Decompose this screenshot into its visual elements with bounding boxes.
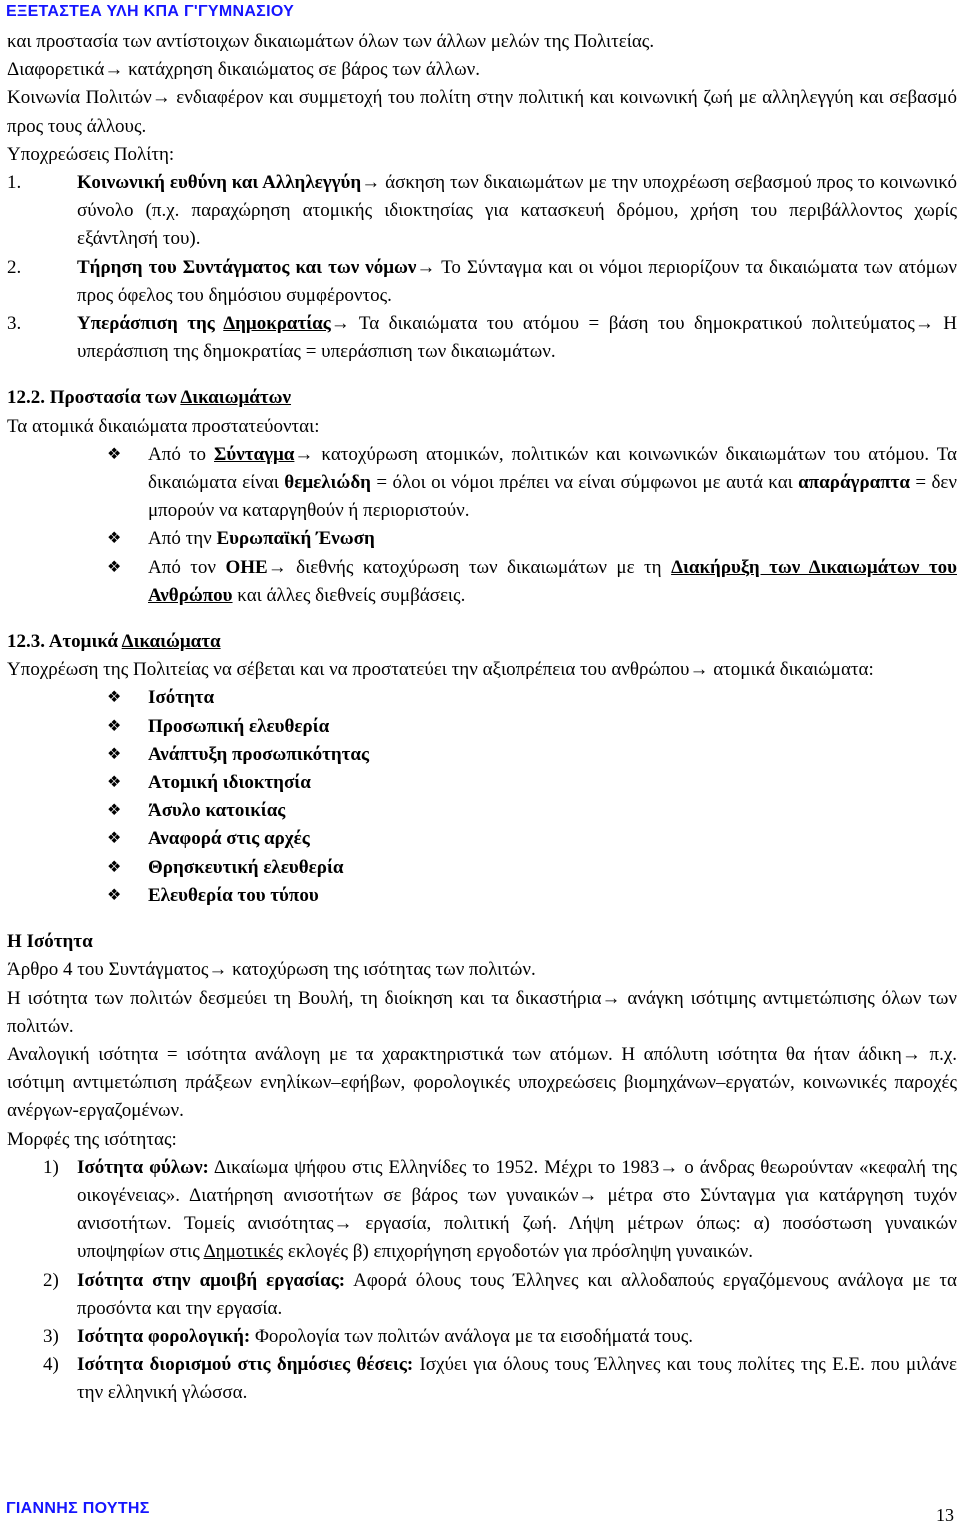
- section-lead: Υποχρέωση της Πολιτείας να σέβεται και να προστατεύει την αξιοπρέπεια του ανθρώπου→ ατομικά δικαιώματα:: [7, 659, 874, 681]
- rights-item-label: Θρησκευτική ελευθερία: [148, 856, 344, 878]
- rights-item-label: Αναφορά στις αρχές: [148, 828, 310, 850]
- bullet-icon: ❖: [107, 802, 122, 820]
- rights-list-item: [7, 713, 957, 741]
- obligation-text: άσκηση των δικαιωμάτων με την υποχρέωση σεβασμού προς το κοινωνικό σύνολο (π.χ. παραχώρηση ατομικής ιδιοκτησίας για κατασκευή δρόμου, χρήση του περιβάλλοντος χωρίς εξάντλησή του).: [77, 172, 958, 250]
- rights-item-label: Ανάπτυξη προσωπικότητας: [148, 743, 370, 765]
- rights-list-item: [7, 854, 957, 882]
- equality-paragraph: Άρθρο 4 του Συντάγματος→ κατοχύρωση της ισότητας των πολιτών.: [7, 959, 536, 981]
- bullet-item: ❖ Από την Ευρωπαϊκή Ένωση: [7, 525, 957, 553]
- rights-list-item: [7, 769, 957, 797]
- form-number: 1): [43, 1156, 59, 1178]
- obligation-title: Υπεράσπιση της Δημοκρατίας→: [77, 313, 350, 335]
- obligation-title: Κοινωνική ευθύνη και Αλληλεγγύη→: [77, 172, 381, 194]
- rights-list-item: [7, 741, 957, 769]
- intro-line-4: Υποχρεώσεις Πολίτη:: [7, 143, 175, 165]
- page-header: ΕΞΕΤΑΣΤΕΑ ΥΛΗ ΚΠΑ Γ'ΓΥΜΝΑΣΙΟΥ: [6, 3, 295, 20]
- equality-paragraph: Μορφές της ισότητας:: [7, 1128, 177, 1150]
- rights-list-item: [7, 797, 957, 825]
- intro-line-3: Κοινωνία Πολιτών→ ενδιαφέρον και συμμετοχή του πολίτη στην πολιτική και κοινωνική ζωή με αλληλεγγύη και σεβασμό προς τους άλλους.: [7, 87, 957, 137]
- obligation-item: [7, 254, 957, 310]
- rights-list-item: [7, 825, 957, 853]
- obligation-number: 2.: [7, 256, 22, 278]
- obligation-item: [7, 169, 957, 254]
- obligation-number: 3.: [7, 313, 22, 335]
- form-title: Ισότητα φορολογική:: [77, 1325, 251, 1347]
- rights-item-label: Ισότητα: [148, 687, 215, 709]
- bullet-item: ❖ Από τον ΟΗΕ→ διεθνής κατοχύρωση των δικαιωμάτων με τη Διακήρυξη των Δικαιωμάτων του Ανθρώπου και άλλες διεθνείς συμβάσεις.: [7, 554, 957, 610]
- form-title: Ισότητα φύλων:: [77, 1156, 209, 1178]
- equality-forms-list: [7, 1154, 957, 1408]
- rights-list: [7, 684, 957, 910]
- bullet-icon: ❖: [107, 830, 122, 848]
- equality-form-item: 2) Ισότητα στην αμοιβή εργασίας: Αφορά όλους τους Έλληνες και αλλοδαπούς εργαζόμενους ανάλογα με τα προσόντα και την εργασία.: [7, 1267, 957, 1323]
- equality-paragraph: Η ισότητα των πολιτών δεσμεύει τη Βουλή, τη διοίκηση και τα δικαστήρια→ ανάγκη ισότιμης αντιμετώπισης όλων των πολιτών.: [7, 987, 957, 1037]
- bullet-icon: ❖: [107, 774, 122, 792]
- form-number: 4): [43, 1354, 59, 1376]
- bullet-icon: ❖: [107, 858, 122, 876]
- bullet-icon: ❖: [107, 558, 122, 576]
- obligation-text: Τα δικαιώματα του ατόμου = βάση του δημοκρατικού πολιτεύματος→ Η υπεράσπιση της δημοκρατίας = υπεράσπιση των δικαιωμάτων.: [77, 313, 958, 363]
- equality-form-item: 3) Ισότητα φορολογική: Φορολογία των πολιτών ανάλογα με τα εισοδήματά τους.: [7, 1323, 957, 1351]
- rights-item-label: Προσωπική ελευθερία: [148, 715, 330, 737]
- section-heading-12-3: 12.3. Ατομικά Δικαιώματα: [7, 631, 221, 653]
- page-content: [7, 28, 957, 1408]
- bullet-icon: ❖: [107, 445, 122, 463]
- rights-list-item: [7, 684, 957, 712]
- section-lead: Τα ατομικά δικαιώματα προστατεύονται:: [7, 415, 320, 437]
- obligation-number: 1.: [7, 172, 22, 194]
- equality-paragraph: Αναλογική ισότητα = ισότητα ανάλογη με τα χαρακτηριστικά των ατόμων. Η απόλυτη ισότητα θα ήταν άδικη→ π.χ. ισότιμη αντιμετώπιση πράξεων ενηλίκων–εφήβων, φορολογικές υποχρεώσεις βιομηχάνων–εργατών, κοινωνικές παροχές ανέργων-εργαζομένων.: [7, 1043, 957, 1122]
- bullet-icon: ❖: [107, 717, 122, 735]
- form-title: Ισότητα διορισμού στις δημόσιες θέσεις:: [77, 1354, 414, 1376]
- form-number: 3): [43, 1325, 59, 1347]
- obligation-text: Το Σύνταγμα και οι νόμοι περιορίζουν τα δικαιώματα των ατόμων προς όφελος του δημόσιου συμφέροντος.: [77, 256, 957, 306]
- bullet-icon: ❖: [107, 745, 122, 763]
- rights-list-item: [7, 882, 957, 910]
- section-heading-12-2: 12.2. Προστασία των Δικαιωμάτων: [7, 387, 292, 409]
- obligation-item: [7, 310, 957, 366]
- obligation-title: Τήρηση του Συντάγματος και των νόμων→: [77, 256, 436, 278]
- intro-line-1: και προστασία των αντίστοιχων δικαιωμάτων όλων των άλλων μελών της Πολιτείας.: [7, 31, 655, 52]
- equality-heading: Η Ισότητα: [7, 931, 93, 953]
- bullet-icon: ❖: [107, 530, 122, 548]
- rights-item-label: Άσυλο κατοικίας: [148, 800, 286, 822]
- form-number: 2): [43, 1269, 59, 1291]
- rights-item-label: Ελευθερία του τύπου: [148, 884, 319, 906]
- equality-form-item: 1) Ισότητα φύλων: Δικαίωμα ψήφου στις Ελληνίδες το 1952. Μέχρι το 1983→ ο άνδρας θεωρούνταν «κεφαλή της οικογένειας». Διατήρηση ανισοτήτων σε βάρος των γυναικών→ μέτρα στο Σύνταγμα για κατάργηση τυχόν ανισοτήτων. Τομείς ανισότητας→ εργασία, πολιτική ζωή. Λήψη μέτρων όπως: α) ποσόστωση γυναικών υποψηφίων στις Δημοτικές εκλογές β) επιχορήγηση εργοδοτών για πρόσληψη γυναικών.: [7, 1154, 957, 1267]
- page-number: 13: [936, 1505, 954, 1525]
- equality-form-item: 4) Ισότητα διορισμού στις δημόσιες θέσεις: Ισχύει για όλους τους Έλληνες και τους πολίτες της Ε.Ε. που μιλάνε την ελληνική γλώσσα.: [7, 1351, 957, 1407]
- form-title: Ισότητα στην αμοιβή εργασίας:: [77, 1269, 346, 1291]
- bullet-icon: ❖: [107, 689, 122, 707]
- bullet-icon: ❖: [107, 886, 122, 904]
- intro-line-2: Διαφορετικά→ κατάχρηση δικαιώματος σε βάρος των άλλων.: [7, 59, 480, 81]
- footer-author: ΓΙΑΝΝΗΣ ΠΟΥΤΗΣ: [6, 1500, 150, 1517]
- bullet-item: ❖ Από το Σύνταγμα→ κατοχύρωση ατομικών, πολιτικών και κοινωνικών δικαιωμάτων του ατόμου. Τα δικαιώματα είναι θεμελιώδη = όλοι οι νόμοι πρέπει να είναι σύμφωνοι με αυτά και απαράγραπτα = δεν μπορούν να καταργηθούν ή περιοριστούν.: [7, 441, 957, 526]
- rights-item-label: Ατομική ιδιοκτησία: [148, 772, 311, 794]
